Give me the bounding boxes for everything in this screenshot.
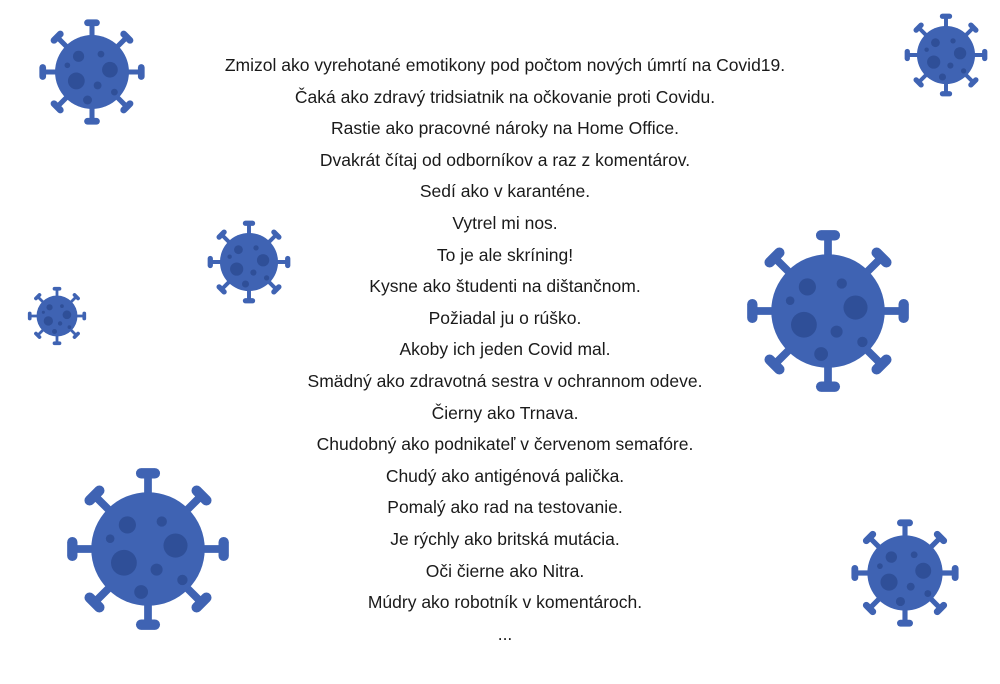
virus-icon: [26, 285, 88, 347]
text-line: Pomalý ako rad na testovanie.: [387, 497, 623, 518]
text-lines: [170, 50, 840, 650]
text-line: Je rýchly ako britská mutácia.: [390, 528, 620, 549]
text-line: Smädný ako zdravotná sestra v ochrannom odeve.: [307, 370, 703, 391]
virus-icon: [848, 516, 962, 630]
text-line: Vytrel mi nos.: [452, 212, 558, 233]
text-line: Dvakrát čítaj od odborníkov a raz z komentárov.: [319, 149, 691, 170]
text-line: Čaká ako zdravý tridsiatnik na očkovanie proti Covidu.: [294, 86, 716, 107]
text-line: Požiadal ju o rúško.: [428, 307, 582, 328]
virus-icon: [902, 11, 990, 99]
text-line: Chudobný ako podnikateľ v červenom semafóre.: [316, 434, 694, 455]
text-line: Kysne ako študenti na dištančnom.: [369, 276, 641, 297]
text-line: Sedí ako v karanténe.: [419, 181, 591, 202]
text-line: Chudý ako antigénová palička.: [385, 465, 625, 486]
text-line: Zmizol ako vyrehotané emotikony pod počtom nových úmrtí na Covid19.: [224, 55, 786, 75]
text-line: ...: [497, 623, 513, 644]
text-line: To je ale skríning!: [436, 244, 574, 265]
text-line: Oči čierne ako Nitra.: [425, 560, 585, 581]
text-line: Čierny ako Trnava.: [431, 402, 579, 423]
text-line: Akoby ich jeden Covid mal.: [399, 339, 611, 360]
virus-icon: [36, 16, 148, 128]
text-line: Rastie ako pracovné nároky na Home Office.: [331, 118, 679, 139]
text-line: Múdry ako robotník v komentároch.: [367, 592, 643, 613]
